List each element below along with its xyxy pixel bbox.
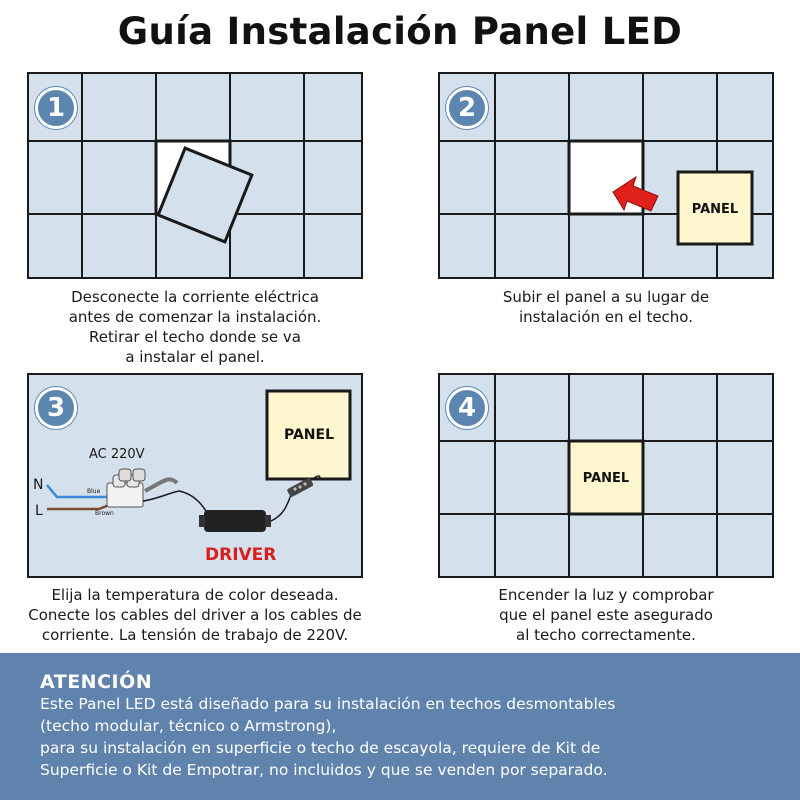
step-1-caption-line: Desconecte la corriente eléctrica <box>71 288 319 306</box>
attention-title: ATENCIÓN <box>40 671 153 693</box>
driver-label: DRIVER <box>205 545 277 565</box>
wiring-diagram <box>29 375 363 578</box>
step-2-caption <box>438 287 774 327</box>
step-4-caption-line: al techo correctamente. <box>516 626 696 644</box>
step-4-caption <box>438 585 774 645</box>
panel-label: PANEL <box>691 202 739 217</box>
brown-wire <box>47 503 114 509</box>
output-cable <box>271 495 291 521</box>
step-2-illustration <box>438 72 774 279</box>
live-label: L <box>35 503 43 519</box>
step-3-caption-line: corriente. La tensión de trabajo de 220V. <box>41 626 349 644</box>
step-4-badge: 4 <box>446 387 488 429</box>
step-2-caption-line: Subir el panel a su lugar de <box>502 288 710 306</box>
terminal-block <box>107 469 145 507</box>
attention-line: Este Panel LED está diseñado para su instalación en techos desmontables <box>40 695 616 713</box>
attention-line: Superficie o Kit de Empotrar, no incluidos y que se venden por separado. <box>40 761 608 779</box>
attention-banner <box>0 653 800 800</box>
step-2-caption-line: instalación en el techo. <box>518 308 693 326</box>
step-1-caption-line: Retirar el techo donde se va <box>89 328 301 346</box>
ceiling-grid-1 <box>29 74 363 279</box>
step-1-illustration <box>27 72 363 279</box>
driver-cable <box>143 491 207 515</box>
step-4-caption-line: Encender la luz y comprobar <box>498 586 714 604</box>
step-4-caption-line: que el panel este asegurado <box>499 606 713 624</box>
step-2-badge: 2 <box>446 87 488 129</box>
gray-cable <box>145 479 177 491</box>
attention-line: (techo modular, técnico o Armstrong), <box>40 717 337 735</box>
ceiling-grid-2 <box>440 74 774 279</box>
step-3-caption-line: Conecte los cables del driver a los cables de <box>28 606 362 624</box>
neutral-label: N <box>33 477 44 493</box>
panel-label: PANEL <box>283 427 335 443</box>
step-3-illustration <box>27 373 363 578</box>
step-3-caption <box>0 585 390 645</box>
brown-wire-label: Brown <box>95 510 114 517</box>
page-title: Guía Instalación Panel LED <box>117 10 683 53</box>
driver-box <box>199 510 271 532</box>
panel-label: PANEL <box>582 471 630 486</box>
step-1-caption-line: a instalar el panel. <box>125 348 265 366</box>
step-3-caption-line: Elija la temperatura de color deseada. <box>51 586 339 604</box>
blue-wire <box>47 485 111 497</box>
ceiling-grid-4 <box>440 375 774 578</box>
blue-wire-label: Blue <box>87 488 101 495</box>
ac-voltage-label: AC 220V <box>89 447 145 462</box>
step-1-caption <box>27 287 363 367</box>
step-1-caption-line: antes de comenzar la instalación. <box>68 308 322 326</box>
attention-line: para su instalación en superficie o techo de escayola, requiere de Kit de <box>40 739 601 757</box>
step-3-badge: 3 <box>35 387 77 429</box>
step-1-badge: 1 <box>35 87 77 129</box>
step-4-illustration <box>438 373 774 578</box>
